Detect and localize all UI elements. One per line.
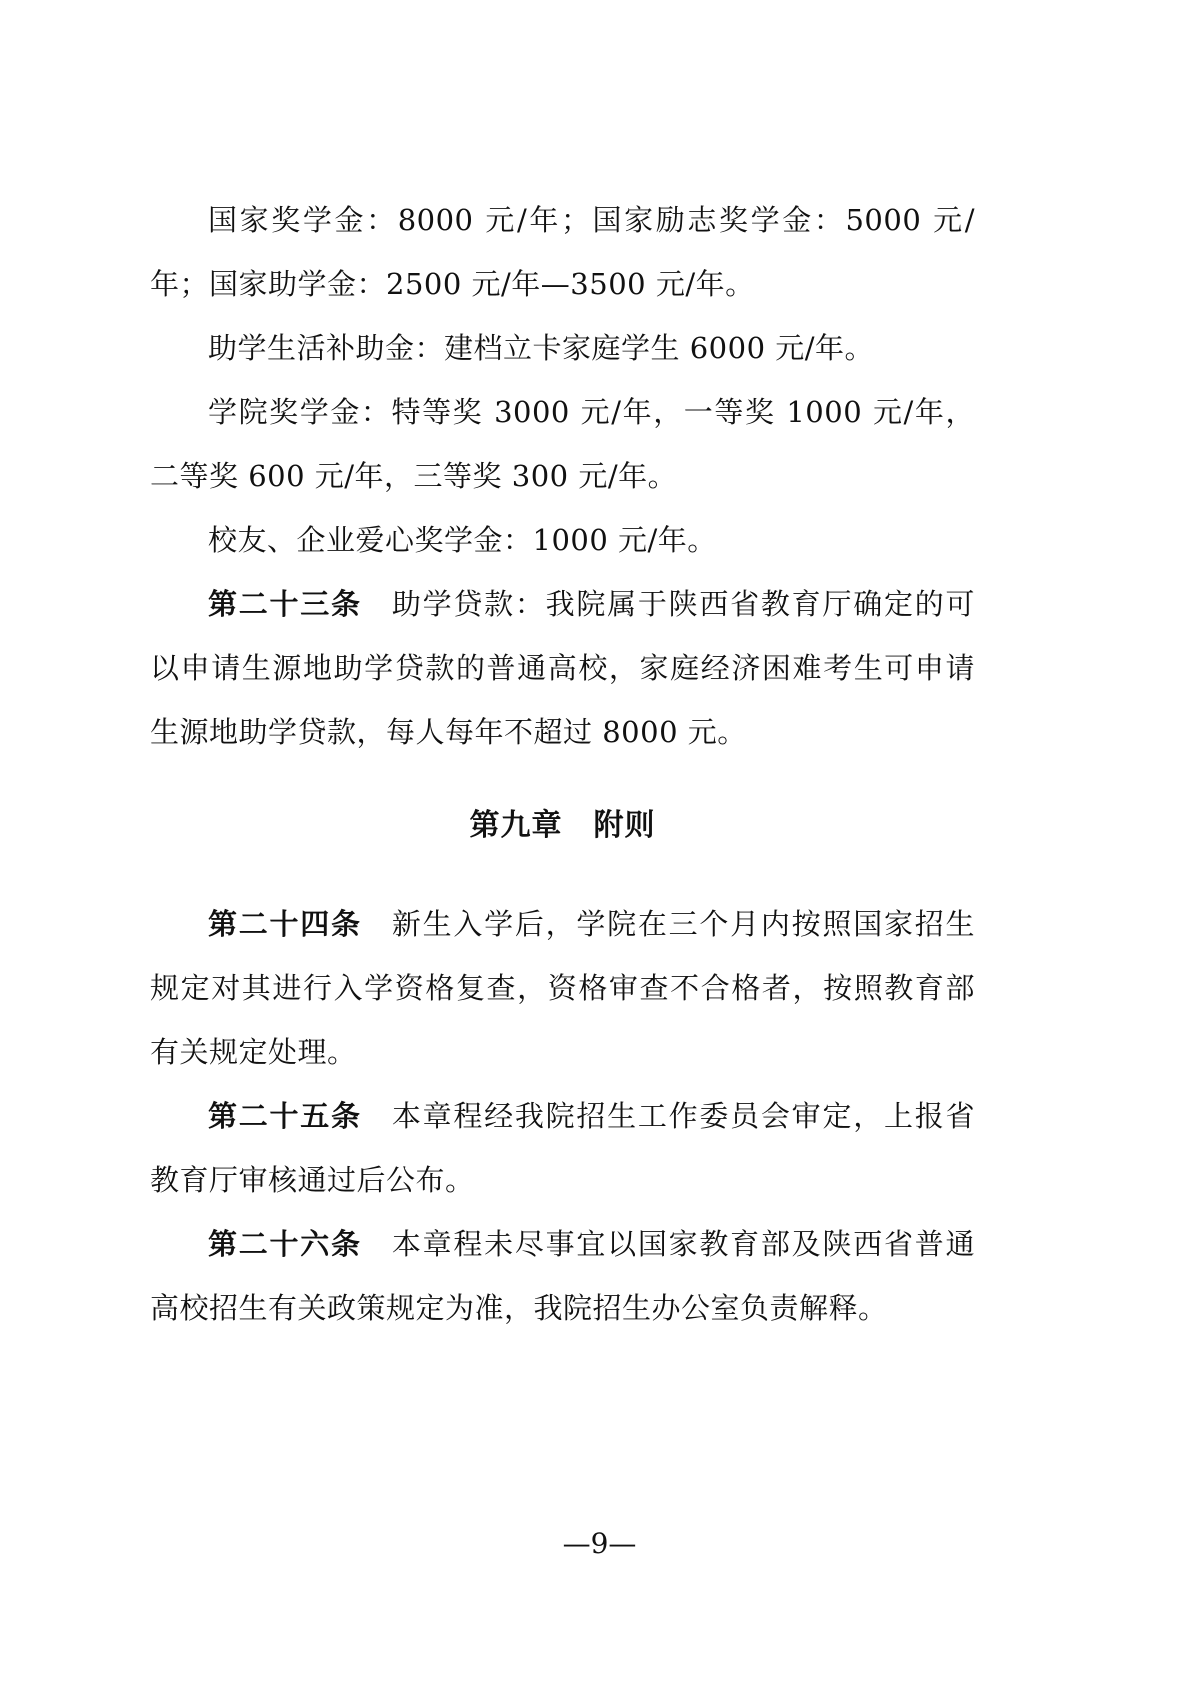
article-26 — [150, 1212, 975, 1340]
chapter-heading: 第九章 附则 — [469, 808, 656, 843]
paragraph-text: 学院奖学金：特等奖 3000 元/年，一等奖 1000 元/年，二等奖 600 元/年，三等奖 300 元/年。 — [150, 395, 975, 493]
article-label: 第二十五条 — [208, 1099, 362, 1133]
article-text: 本章程未尽事宜以国家教育部及陕西省普通高校招生有关政策规定为准，我院招生办公室负责解释。 — [150, 1227, 975, 1325]
page-number: —9— — [562, 1527, 637, 1560]
article-25 — [150, 1084, 975, 1212]
article-text: 新生入学后，学院在三个月内按照国家招生规定对其进行入学资格复查，资格审查不合格者，按照教育部有关规定处理。 — [150, 907, 975, 1069]
paragraph-living-allowance — [150, 316, 975, 380]
article-label: 第二十六条 — [208, 1227, 362, 1261]
paragraph-national-scholarships — [150, 188, 975, 316]
paragraph-college-scholarships — [150, 380, 975, 508]
paragraph-text: 国家奖学金：8000 元/年；国家励志奖学金：5000 元/年；国家助学金：2500 元/年—3500 元/年。 — [150, 203, 975, 301]
paragraph-alumni-scholarship — [150, 508, 975, 572]
article-label: 第二十三条 — [208, 587, 362, 621]
paragraph-text: 助学生活补助金：建档立卡家庭学生 6000 元/年。 — [208, 331, 875, 365]
paragraph-text: 校友、企业爱心奖学金：1000 元/年。 — [208, 523, 717, 557]
article-label: 第二十四条 — [208, 907, 362, 941]
article-text: 本章程经我院招生工作委员会审定，上报省教育厅审核通过后公布。 — [150, 1099, 975, 1197]
article-24 — [150, 892, 975, 1084]
article-23 — [150, 572, 975, 764]
page-content — [150, 188, 975, 1340]
article-text: 助学贷款：我院属于陕西省教育厅确定的可以申请生源地助学贷款的普通高校，家庭经济困难考生可申请生源地助学贷款，每人每年不超过 8000 元。 — [150, 587, 975, 749]
